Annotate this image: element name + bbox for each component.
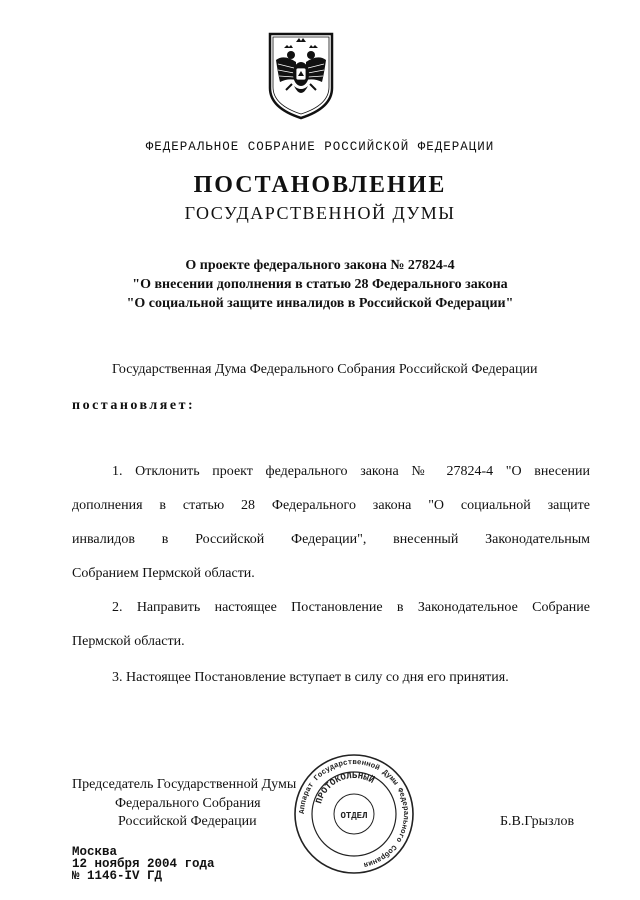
item-2-line: 2. Направить настоящее Постановление в Законодательное Собрание xyxy=(112,600,590,615)
item-1-line: инвалидов в Российской Федерации", внесенный Законодательным xyxy=(72,532,590,547)
coat-of-arms-emblem-icon xyxy=(266,30,336,120)
organization-name: ФЕДЕРАЛЬНОЕ СОБРАНИЕ РОССИЙСКОЙ ФЕДЕРАЦИИ xyxy=(145,140,495,154)
item-1-line: дополнения в статью 28 Федерального закона "О социальной защите xyxy=(72,498,590,513)
subject-line: О проекте федерального закона № 27824-4 xyxy=(185,258,455,273)
signatory-name: Б.В.Грызлов xyxy=(500,814,575,829)
subject-line: "О социальной защите инвалидов в Российской Федерации" xyxy=(126,296,514,311)
signatory-position-line: Федерального Собрания xyxy=(115,796,261,811)
item-3-text: 3. Настоящее Постановление вступает в силу со дня его принятия. xyxy=(112,670,509,685)
stamp-center-text: ОТДЕЛ xyxy=(340,811,368,821)
adoption-date: 12 ноября 2004 года xyxy=(72,857,215,871)
place-of-adoption: Москва xyxy=(72,845,118,859)
document-type-title: ПОСТАНОВЛЕНИЕ xyxy=(193,172,447,198)
signatory-position-line: Председатель Государственной Думы xyxy=(72,777,297,792)
document-subtitle: ГОСУДАРСТВЕННОЙ ДУМЫ xyxy=(184,203,456,223)
item-1-line: 1. Отклонить проект федерального закона № 27824-4 "О внесении xyxy=(112,464,590,479)
stamp-top-text: ПРОТОКОЛЬНЫЙ xyxy=(314,770,376,805)
official-stamp xyxy=(292,752,416,876)
document-number: № 1146-IV ГД xyxy=(72,869,163,883)
item-2-line: Пермской области. xyxy=(72,634,185,649)
preamble-text: Государственная Дума Федерального Собрания Российской Федерации xyxy=(112,362,538,377)
stamp-ring-text: Аппарат Государственной Думы Федерального Собрания xyxy=(298,758,410,869)
resolves-word: постановляет: xyxy=(72,398,196,413)
item-1-line: Собранием Пермской области. xyxy=(72,566,255,581)
subject-line: "О внесении дополнения в статью 28 Федерального закона xyxy=(132,277,508,292)
document-subject xyxy=(0,256,640,313)
signatory-position-line: Российской Федерации xyxy=(118,814,257,829)
